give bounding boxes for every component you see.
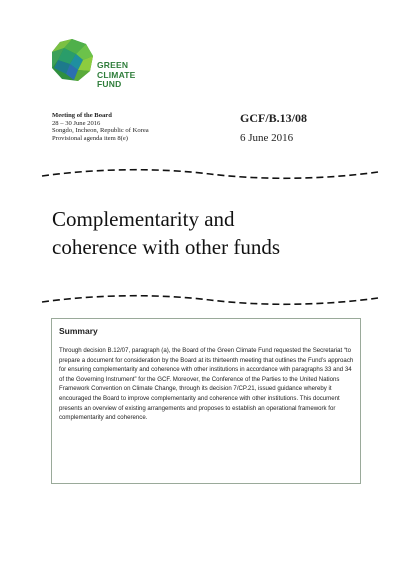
gcf-logo (50, 38, 170, 98)
summary-heading: Summary (59, 326, 98, 336)
bottom-dashed-wave-divider (40, 292, 380, 308)
logo-line-fund: FUND (97, 79, 122, 89)
meeting-dates: 28 – 30 June 2016 (52, 119, 101, 127)
globe-icon (50, 38, 94, 82)
summary-box (51, 318, 361, 484)
logo-line-climate: CLIMATE (97, 69, 136, 80)
document-info (240, 111, 307, 144)
logo-line-green: GREEN (97, 60, 129, 70)
document-title (52, 205, 382, 261)
document-date: 6 June 2016 (240, 132, 294, 144)
meeting-location: Songdo, Incheon, Republic of Korea (52, 127, 149, 135)
title-line-1: Complementarity and (52, 207, 235, 231)
meeting-title: Meeting of the Board (52, 112, 112, 119)
logo-text (97, 61, 136, 90)
title-line-2: coherence with other funds (52, 235, 280, 259)
meeting-info (52, 112, 149, 142)
summary-body: Through decision B.12/07, paragraph (a), the Board of the Green Climate Fund requested the Secretariat “to prepare a document for consideration by the Board at its thirteenth meeting that outlines the Fund’s approach for ensuring complementarity and coherence with other institutions in accordance with paragraphs 33 and 34 of the Governing Instrument” for the GCF. Moreover, the Conference of the Parties to the United Nations Framework Convention on Climate Change, through its decision 7/CP.21, issued guidance whereby it encouraged the Board to improve complementarity and coherence with other institutions. This document presents an overview of existing arrangements and proposes to establish an operational framework for complementarity and coherence. (59, 347, 354, 422)
agenda-item: Provisional agenda item 8(e) (52, 134, 128, 142)
document-reference: GCF/B.13/08 (240, 111, 308, 125)
top-dashed-wave-divider (40, 166, 380, 182)
